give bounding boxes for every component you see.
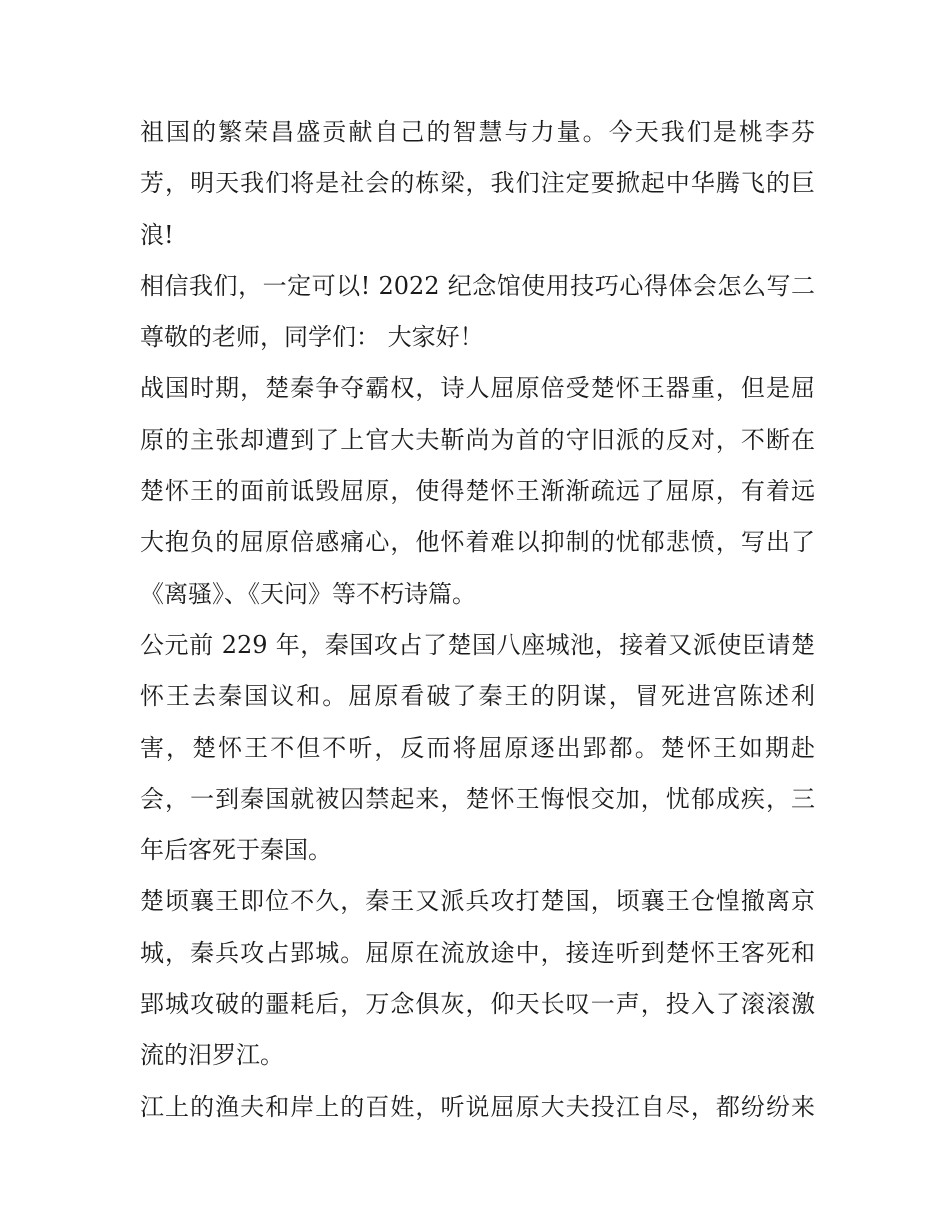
text-line: 害，楚怀王不但不听，反而将屈原逐出郢都。楚怀王如期赴 bbox=[140, 733, 815, 762]
text-line: 祖国的繁荣昌盛贡献自己的智慧与力量。今天我们是桃李芬 bbox=[140, 118, 815, 146]
text-line: 相信我们，一定可以! 2022 纪念馆使用技巧心得体会怎么写二 bbox=[140, 271, 815, 300]
text-line: 尊敬的老师，同学们： 大家好！ bbox=[140, 323, 484, 352]
text-line: 楚顷襄王即位不久，秦王又派兵攻打楚国，顷襄王仓惶撤离京 bbox=[140, 887, 815, 916]
text-line: 怀王去秦国议和。屈原看破了秦王的阴谋，冒死进宫陈述利 bbox=[140, 682, 815, 711]
text-line: 公元前 229 年，秦国攻占了楚国八座城池，接着又派使臣请楚 bbox=[140, 630, 815, 659]
text-line: 江上的渔夫和岸上的百姓，听说屈原大夫投江自尽，都纷纷来 bbox=[140, 1092, 815, 1121]
text-line: 原的主张却遭到了上官大夫靳尚为首的守旧派的反对，不断在 bbox=[140, 425, 815, 454]
text-line: 会，一到秦国就被囚禁起来，楚怀王悔恨交加，忧郁成疾，三 bbox=[140, 784, 815, 813]
text-line: 流的汨罗江。 bbox=[140, 1041, 284, 1070]
text-line: 大抱负的屈原倍感痛心，他怀着难以抑制的忧郁悲愤，写出了 bbox=[140, 528, 815, 557]
body-text bbox=[140, 107, 815, 1133]
text-line: 楚怀王的面前诋毁屈原，使得楚怀王渐渐疏远了屈原，有着远 bbox=[140, 477, 815, 506]
text-line: 年后客死于秦国。 bbox=[140, 836, 332, 865]
text-line: 郢城攻破的噩耗后，万念俱灰，仰天长叹一声，投入了滚滚激 bbox=[140, 990, 815, 1019]
text-line: 战国时期，楚秦争夺霸权，诗人屈原倍受楚怀王器重，但是屈 bbox=[140, 374, 815, 403]
text-line: 浪! bbox=[140, 220, 174, 249]
text-line: 城，秦兵攻占郢城。屈原在流放途中，接连听到楚怀王客死和 bbox=[140, 938, 815, 967]
text-line: 《离骚》、《天问》等不朽诗篇。 bbox=[140, 579, 476, 608]
text-line: 芳，明天我们将是社会的栋梁，我们注定要掀起中华腾飞的巨 bbox=[140, 169, 815, 198]
